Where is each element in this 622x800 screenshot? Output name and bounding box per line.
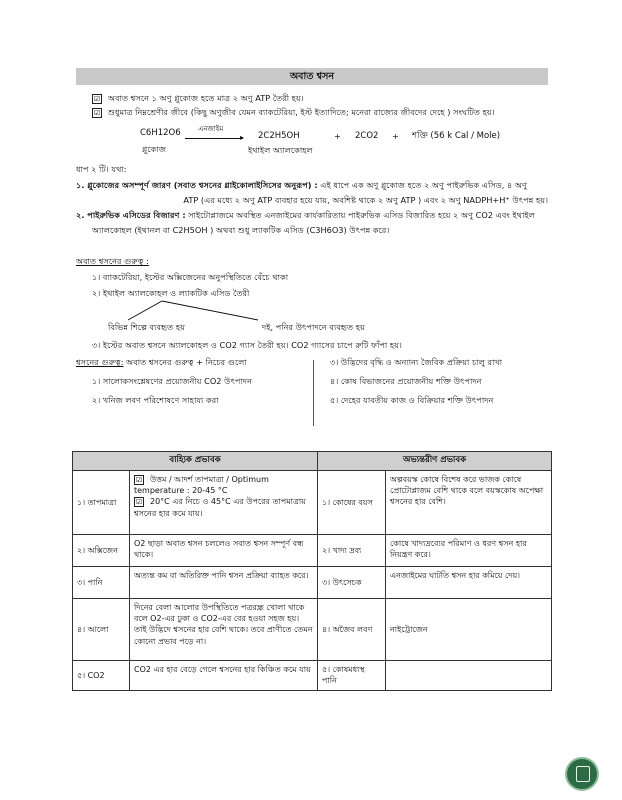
branch-left-text: বিভিন্ন শিল্পে ব্যবহৃত হয় [108, 322, 186, 332]
branch-arrow-right [162, 301, 258, 320]
internal-factor-name: ৪। অজৈব লবণ [318, 599, 386, 661]
respiration-importance-title: শ্বসনের গুরুত্ব: [76, 357, 124, 367]
respiration-importance-right-3: ৫। দেহের যাবতীয় কাজ ও বিক্রিয়ার শক্তি উৎপাদন [330, 395, 494, 405]
table-row [73, 535, 552, 567]
respiration-importance-title-rest: অবাত শ্বসনের গুরুত্ব + নিচের গুলো [126, 357, 247, 367]
book-logo-icon [565, 757, 599, 791]
table-row [73, 599, 552, 661]
respiration-importance-left-2: ২। খনিজ লবণ পরিশোষণে সাহায্য করা [92, 395, 219, 405]
equation-enzyme-label: এনজাইম [198, 125, 224, 133]
external-factor-name: ৩। পানি [73, 567, 130, 599]
external-factor-desc: দিনের বেলা আলোর উপস্থিতিতে পত্ররন্ধ্র খোলা থাকে বলে O2-এর ঢুকা ও CO2-এর বের হওয়া সহজ হয়। তাই উদ্ভিদে শ্বসনের হার বেশি থাকে। তবে প্রাণীতে তেমন কোনো প্রভাব পড়ে না। [130, 599, 318, 661]
intro-line-2: ☑ শুধুমাত্র নিম্নশ্রেণীর জীবে (কিছু অণুজীব যেমন ব্যাকটেরিয়া, ইস্ট ইত্যাদিতে; মনেরা রাজ্যের জীবদের দেহে ) সংঘটিত হয়। [93, 107, 495, 117]
equation-plus-1: + [334, 131, 341, 141]
importance-item-1: ১। ব্যাকটেরিয়া, ইস্টের অক্সিজেনের অনুপস্থিতিতে বেঁচে থাকা [92, 272, 289, 282]
respiration-importance-right-2: ৪। কোষ বিভাজনের প্রয়োজনীয় শক্তি উৎপাদন [330, 376, 482, 386]
equation-product-1: 2C2H5OH [258, 131, 300, 141]
arrow-head-icon: ▸ [240, 133, 245, 142]
checkbox-icon: ☑ [93, 94, 101, 103]
equation-plus-2: + [392, 131, 399, 141]
internal-factor-name: ১। কোষের বয়স [318, 471, 386, 535]
header-external: বাহ্যিক প্রভাবক [73, 452, 318, 471]
checkbox-icon: ☑ [135, 497, 143, 506]
step-1-text-2: ATP (এর মধ্যে ২ অণু ATP ব্যবহার হয়ে যায়, অবশিষ্ট থাকে ২ অণু ATP ) এবং ২ অণু NADPH+H⁺ উৎপন্ন হয়। [183, 195, 548, 205]
steps-intro: ধাপ ২ টি। যথা: [76, 164, 127, 174]
equation-product-1-name: ইথাইল অ্যালকোহল [248, 145, 313, 155]
step-2 [76, 210, 548, 221]
table-row [73, 471, 552, 535]
reaction-arrow [185, 138, 243, 139]
external-factor-name: ১। তাপমাত্রা [73, 471, 130, 535]
internal-factor-desc: কোষে খাদ্যদ্রব্যের পরিমাণ ও ধরণ শ্বসন হার নিয়ন্ত্রণ করে। [386, 535, 552, 567]
internal-factor-desc: এনজাইমের ঘাটতি শ্বসন হার কমিয়ে দেয়। [386, 567, 552, 599]
step-2-text-1: সাইটোপ্লাজমে অবস্থিত এনজাইমের কার্যকারিতায় পাইরুভিক এসিড বিজারিত হয়ে ২ অণু CO2 এবং ইথাইল [188, 210, 535, 220]
branch-arrows [100, 298, 300, 324]
column-divider [313, 360, 314, 426]
step-1 [76, 180, 548, 191]
equation-product-2: 2CO2 [355, 131, 379, 141]
external-factor-name: ৪। আলো [73, 599, 130, 661]
internal-factor-desc [386, 661, 552, 691]
internal-factor-desc: নাইট্রোজেন [386, 599, 552, 661]
step-1-title: ১. গ্লুকোজের অসম্পূর্ণ জারণ (সবাত শ্বসনের গ্লাইকোলাইসিসের অনুরূপ) : [76, 180, 318, 190]
internal-factor-name: ২। খাদ্য দ্রব্য [318, 535, 386, 567]
external-factor-name: ২। অক্সিজেন [73, 535, 130, 567]
external-factor-desc: O2 ছাড়া অবাত শ্বসন চললেও সবাত শ্বসন সম্পূর্ণ বন্ধ থাকে। [130, 535, 318, 567]
checkbox-icon: ☑ [135, 475, 143, 484]
respiration-importance-right-1: ৩। উদ্ভিদের বৃদ্ধি ও অন্যান্য জৈবিক প্রক্রিয়া চালু রাখা [330, 357, 503, 367]
branch-arrow-left [128, 301, 162, 320]
table-row [73, 567, 552, 599]
importance-item-2: ২। ইথাইল অ্যালকোহল ও ল্যাকটিক এসিড তৈরী [92, 288, 250, 298]
internal-factor-name: ৩। উৎসেচক [318, 567, 386, 599]
step-2-title: ২. পাইরুভিক এসিডের বিজারণ : [76, 210, 186, 220]
header-internal: অভ্যন্তরীণ প্রভাবক [318, 452, 552, 471]
equation-energy: শক্তি (56 k Cal / Mole) [412, 131, 501, 141]
importance-item-3: ৩। ইস্টের অবাত শ্বসনে অ্যালকোহল ও CO2 গ্যাস তৈরী হয়। CO2 গ্যাসের চাপে রুটি ফাঁপা হয়। [92, 340, 402, 350]
external-factor-name: ৫। CO2 [73, 661, 130, 691]
branch-right-text: দই, পনির উৎপাদনে ব্যবহৃত হয় [262, 322, 365, 332]
respiration-importance-left-1: ১। সালোকসংশ্লেষণের প্রয়োজনীয় CO2 উৎপাদন [92, 376, 252, 386]
table-row [73, 661, 552, 691]
step-2-text-2: অ্যালকোহল (ইথানল বা C2H5OH ) অথবা শুধু ল্যাকটিক এসিড (C3H6O3) উৎপন্ন করে। [92, 225, 390, 235]
internal-factor-desc: অল্পবয়স্ক কোষে বিশেষ করে ভাজক কোষে প্রোটোপ্লাজম বেশি থাকে বলে বয়স্ককোষ অপেক্ষা শ্বসনের হার বেশি। [386, 471, 552, 535]
equation-reactant-name: গ্লুকোজ [142, 144, 167, 154]
factors-table [72, 451, 552, 691]
intro-line-1: ☑ অবাত শ্বসনে ১ অণু গ্লুকোজ হতে মাত্র ২ অণু ATP তৈরী হয়। [93, 93, 304, 103]
respiration-importance-heading [76, 357, 247, 368]
temperature-optimum: ☑ উত্তম / আদর্শ তাপমাত্রা / Optimum temperature : 20-45 °C [134, 475, 269, 496]
section-title: অবাত শ্বসন [76, 68, 548, 85]
external-factor-desc: CO2 এর হার বেড়ে গেলে শ্বসনের হার কিঞ্চিত কমে যায় [130, 661, 318, 691]
table-header-row [73, 452, 552, 471]
step-1-text-1: এই ধাপে এক অণু গ্লুকোজ হতে ২ অণু পাইরুভিক এসিড, ৪ অণু [320, 180, 527, 190]
importance-title: অবাত শ্বসনের গুরুত্ব : [76, 256, 149, 266]
checkbox-icon: ☑ [93, 108, 101, 117]
temperature-limit: ☑ 20°C এর নিচে ও 45°C এর উপরের তাপমাত্রায় শ্বসনের হার কমে যায়। [134, 497, 306, 518]
external-factor-desc: অত্যন্ত কম বা অতিরিক্ত পানি শ্বসন প্রক্রিয়া ব্যাহত করে। [130, 567, 318, 599]
equation-reactant: C6H12O6 [140, 128, 181, 138]
internal-factor-name: ৫। কোষমধ্যস্থ পানি [318, 661, 386, 691]
external-factor-desc [130, 471, 318, 535]
book-icon [576, 766, 590, 782]
